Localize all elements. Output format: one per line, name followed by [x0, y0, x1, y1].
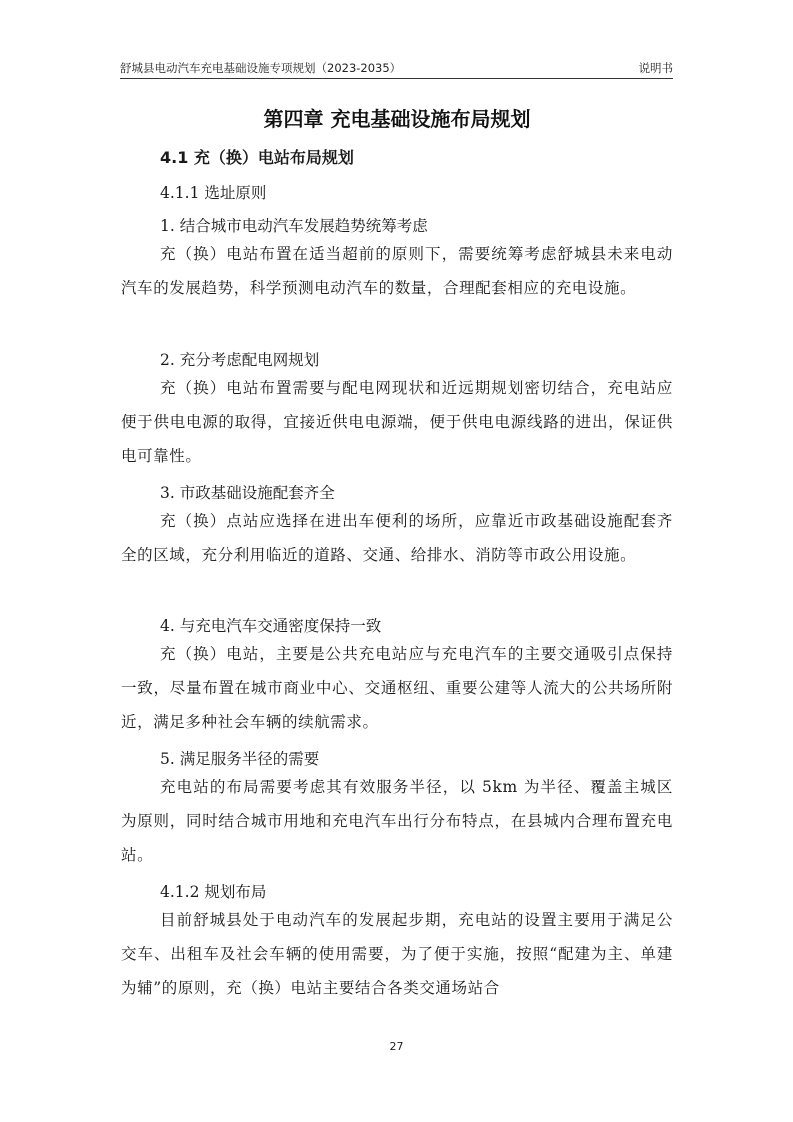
paragraph-item-2: 充（换）电站布置需要与配电网现状和近远期规划密切结合，充电站应便于供电电源的取得，宜接近供电电源端，便于供电电源线路的进出，保证供电可靠性。: [121, 379, 673, 465]
paragraph-layout: 目前舒城县处于电动汽车的发展起步期，充电站的设置主要用于满足公交车、出租车及社会车辆的使用需要，为了便于实施，按照“配建为主、单建为辅”的原则，充（换）电站主要结合各类交通场站合: [121, 911, 673, 997]
section-heading-4-1: 4.1 充（换）电站布局规划: [160, 148, 354, 167]
item-heading-5: 5. 满足服务半径的需要: [160, 750, 320, 768]
paragraph-item-5: 充电站的布局需要考虑其有效服务半径，以 5km 为半径、覆盖主城区为原则，同时结合城市用地和充电汽车出行分布特点，在县城内合理布置充电站。: [121, 778, 673, 864]
paragraph-item-4: 充（换）电站，主要是公共充电站应与充电汽车的主要交通吸引点保持一致，尽量布置在城市商业中心、交通枢纽、重要公建等人流大的公共场所附近，满足多种社会车辆的续航需求。: [121, 645, 673, 731]
subsection-heading-4-1-1: 4.1.1 选址原则: [160, 184, 267, 202]
item-heading-4: 4. 与充电汽车交通密度保持一致: [160, 617, 382, 635]
item-heading-3: 3. 市政基础设施配套齐全: [160, 484, 335, 502]
page-header: [120, 58, 673, 79]
paragraph-item-1: 充（换）电站布置在适当超前的原则下，需要统筹考虑舒城县未来电动汽车的发展趋势，科学预测电动汽车的数量，合理配套相应的充电设施。: [121, 245, 673, 297]
chapter-title: 第四章 充电基础设施布局规划: [263, 107, 531, 131]
item-heading-2: 2. 充分考虑配电网规划: [160, 351, 320, 369]
item-heading-1: 1. 结合城市电动汽车发展趋势统筹考虑: [160, 217, 428, 235]
page-number: 27: [389, 1040, 404, 1053]
document-title: 舒城县电动汽车充电基础设施专项规划（2023-2035）: [120, 61, 402, 75]
document-type: 说明书: [638, 61, 673, 75]
subsection-heading-4-1-2: 4.1.2 规划布局: [160, 883, 267, 901]
paragraph-item-3: 充（换）点站应选择在进出车便利的场所，应靠近市政基础设施配套齐全的区域，充分利用临近的道路、交通、给排水、消防等市政公用设施。: [121, 512, 673, 564]
